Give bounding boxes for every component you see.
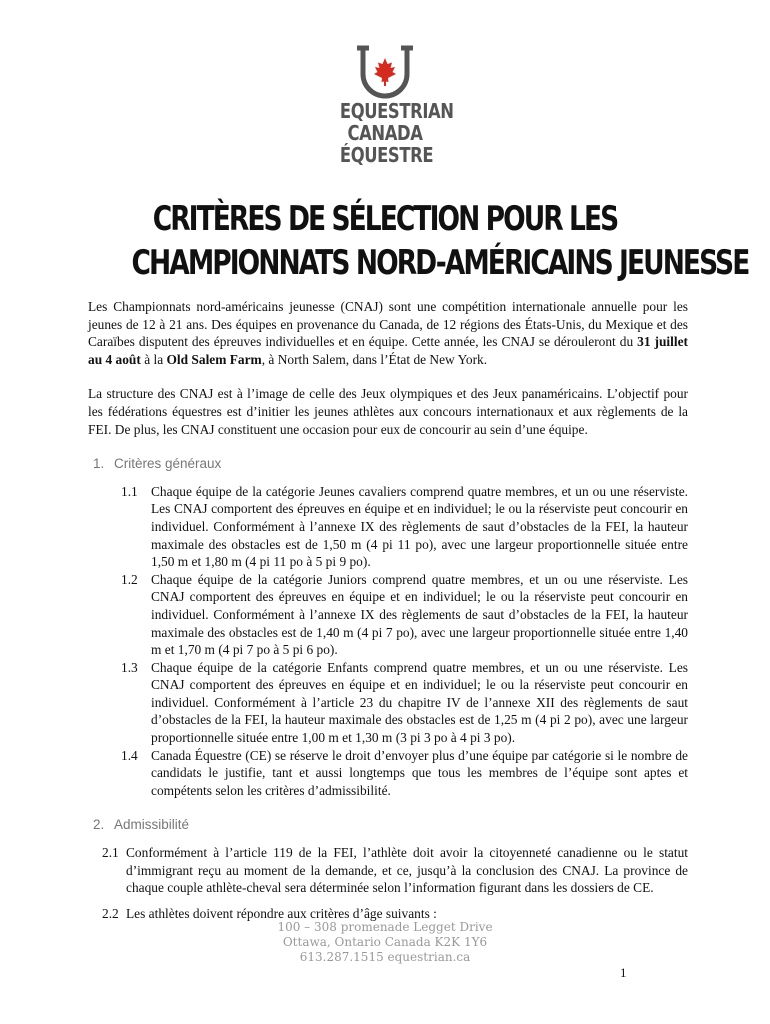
section-heading-eligibility: [93, 816, 688, 834]
document-body: [88, 298, 688, 922]
footer-address: [260, 920, 510, 965]
section-number: 1.: [93, 456, 105, 472]
equestrian-canada-logo: [330, 40, 454, 170]
item-number: 1.3: [121, 659, 138, 675]
item-number: 1.1: [121, 483, 138, 499]
event-dates: 31 juillet au 4 août: [88, 334, 688, 367]
title-line-1: CRITÈRES DE SÉLECTION POUR LES: [152, 199, 618, 239]
list-item: [121, 659, 688, 747]
section-heading-general: [93, 455, 688, 473]
title-line-2: CHAMPIONNATS NORD-AMÉRICAINS JEUNESSE: [131, 243, 749, 283]
section-title: Critères généraux: [114, 456, 222, 472]
page-number: 1: [620, 965, 627, 980]
list-item: [121, 483, 688, 571]
item-text: Chaque équipe de la catégorie Juniors comprend quatre membres, et un ou une réserviste. Les CNAJ comportent des épreuves en équipe et en individuel; le ou la réserviste peut concourir en individuel. Conformément à l’annexe IX des règlements de saut d’obstacles de la FEI, la hauteur maximale des obstacles est de 1,40 m (4 pi 7 po), avec une largeur proportionnelle située entre 1,40 m et 1,70 m (4 pi 7 po à 5 pi 6 po).: [151, 571, 688, 658]
item-number: 2.2: [102, 905, 119, 921]
horseshoe-maple-leaf-icon: [353, 40, 417, 100]
item-text: Les athlètes doivent répondre aux critères d’âge suivants :: [126, 905, 437, 921]
intro-text: , à North Salem, dans l’État de New York.: [261, 351, 488, 367]
event-venue: Old Salem Farm: [166, 351, 262, 367]
list-item: [102, 844, 688, 897]
item-number: 2.1: [102, 845, 119, 861]
item-text: Canada Équestre (CE) se réserve le droit d’envoyer plus d’une équipe par catégorie si le nombre de candidats le justifie, tant et aussi longtemps que tous les membres de l’équipe sont aptes et compétents selon les critères d’admissibilité.: [151, 747, 688, 798]
intro-paragraph-2: La structure des CNAJ est à l’image de celle des Jeux olympiques et des Jeux panaméricains. L’objectif pour les fédérations équestres est d’initier les jeunes athlètes aux concours internationaux et aux règlements de la FEI. De plus, les CNAJ constituent une occasion pour eux de concourir au sein d’une équipe.: [88, 386, 688, 437]
item-text: Chaque équipe de la catégorie Jeunes cavaliers comprend quatre membres, et un ou une réserviste. Les CNAJ comportent des épreuves en équipe et en individuel; le ou la réserviste peut concourir en individuel. Conformément à l’annexe IX des règlements de saut d’obstacles de la FEI, la hauteur maximale des obstacles est de 1,50 m (4 pi 11 po), avec une largeur proportionnelle située entre 1,50 m et 1,80 m (4 pi 11 po à 5 pi 9 po).: [151, 483, 688, 570]
list-item: [121, 571, 688, 659]
logo-text-canada: CANADA: [347, 121, 423, 145]
document-title: [60, 197, 749, 285]
item-text: Conformément à l’article 119 de la FEI, l’athlète doit avoir la citoyenneté canadienne ou le statut d’immigrant reçu au moment de la demande, et ce, jusqu’à la conclusion des CNAJ. La province de chaque couple athlète-cheval sera déterminée selon l’information figurant dans les dossiers de CE.: [126, 845, 688, 896]
section-title: Admissibilité: [114, 817, 190, 833]
item-number: 1.4: [121, 747, 138, 763]
section-number: 2.: [93, 817, 105, 833]
footer-street: 100 – 308 promenade Legget Drive: [277, 920, 493, 934]
item-text: Chaque équipe de la catégorie Enfants comprend quatre membres, et un ou une réserviste. Les CNAJ comportent des épreuves en équipe et en individuel; le ou la réserviste peut concourir en individuel. Conformément à l’article 23 du chapitre IV de l’annexe XII des règlements de saut d’obstacles de la FEI, la hauteur maximale des obstacles est de 1,25 m (4 pi 2 po), avec une largeur proportionnelle située entre 1,00 m et 1,30 m (3 pi 3 po à 4 pi 3 po).: [151, 659, 688, 746]
item-number: 1.2: [121, 571, 138, 587]
intro-paragraph-1: [88, 298, 688, 368]
intro-text: Les Championnats nord-américains jeunesse (CNAJ) sont une compétition internationale annuelle pour les jeunes de 12 à 21 ans. Des équipes en provenance du Canada, de 12 régions des États-Unis, du Mexique et des Caraïbes disputent des épreuves individuelles et en équipe. Cette année, les CNAJ se dérouleront du: [88, 299, 688, 350]
logo-text-equestrian: EQUESTRIAN: [339, 99, 454, 123]
general-criteria-list: [88, 483, 688, 800]
list-item: [121, 747, 688, 800]
footer-city: Ottawa, Ontario Canada K2K 1Y6: [282, 935, 488, 949]
footer-contact: 613.287.1515 equestrian.ca: [299, 950, 471, 964]
eligibility-list: [88, 844, 688, 922]
logo-text-equestre: ÉQUESTRE: [339, 143, 434, 167]
intro-text: à la: [140, 351, 167, 367]
